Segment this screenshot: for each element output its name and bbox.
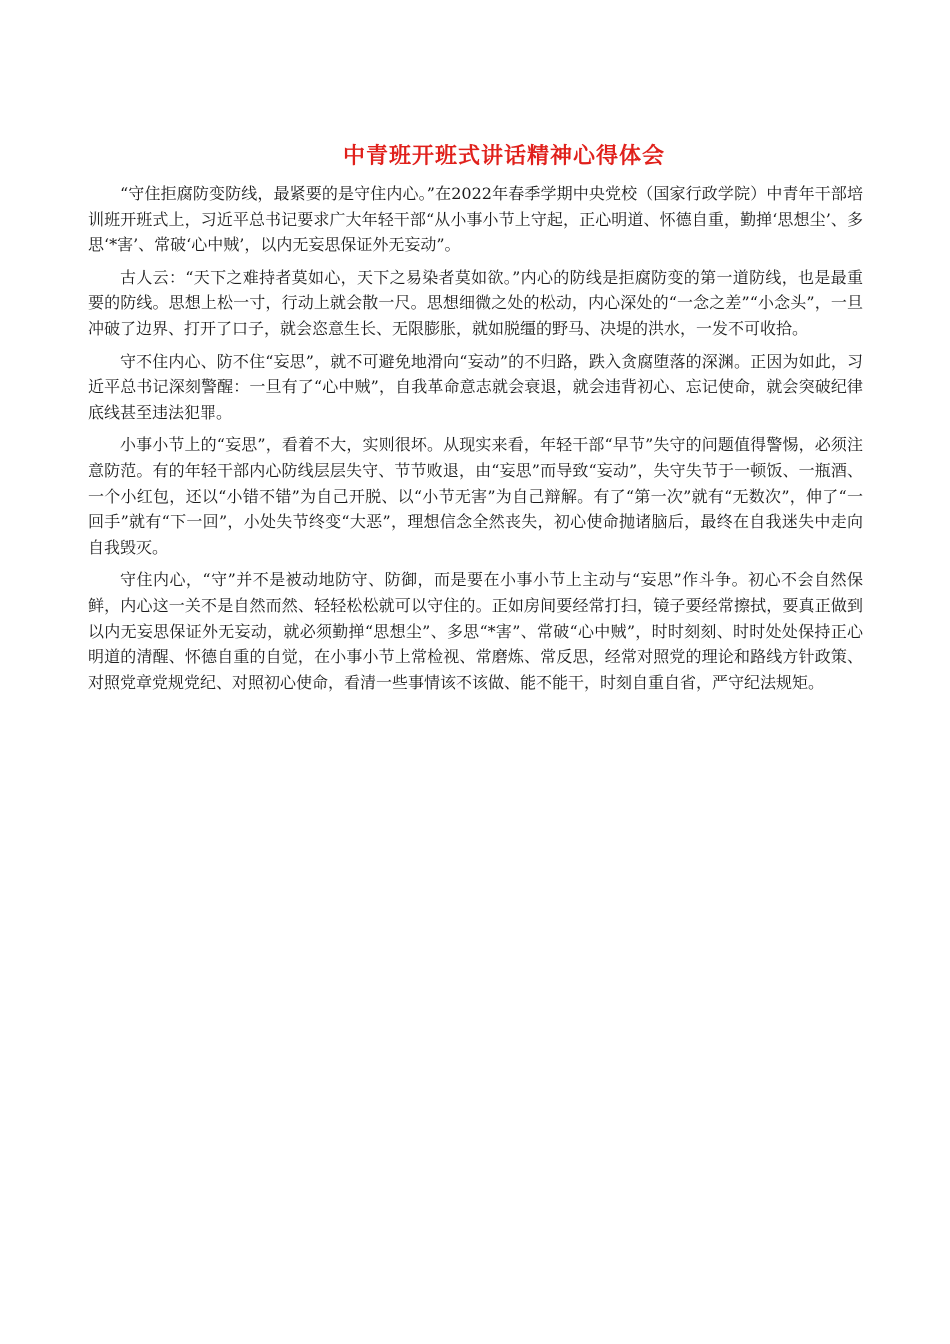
paragraph-3: 守不住内心、防不住“妄思”，就不可避免地滑向“妄动”的不归路，跌入贪腐堕落的深渊。正因为如此，习近平总书记深刻警醒：一旦有了“心中贼”，自我革命意志就会衰退，就会违背初心、忘记使命，就会突破纪律底线甚至违法犯罪。 <box>88 351 863 422</box>
document-body <box>88 181 863 702</box>
paragraph-1: “守住拒腐防变防线，最紧要的是守住内心。”在2022年春季学期中央党校（国家行政学院）中青年干部培训班开班式上，习近平总书记要求广大年轻干部“从小事小节上守起，正心明道、怀德自重，勤掸‘思想尘’、多思‘*害’、常破‘心中贼’，以内无妄思保证外无妄动”。 <box>88 184 863 255</box>
paragraph-5: 守住内心，“守”并不是被动地防守、防御，而是要在小事小节上主动与“妄思”作斗争。初心不会自然保鲜，内心这一关不是自然而然、轻轻松松就可以守住的。正如房间要经常打扫，镜子要经常擦拭，要真正做到以内无妄思保证外无妄动，就必须勤掸“思想尘”、多思“*害”、常破“心中贼”，时时刻刻、时时处处保持正心明道的清醒、怀德自重的自觉，在小事小节上常检视、常磨炼、常反思，经常对照党的理论和路线方针政策、对照党章党规党纪、对照初心使命，看清一些事情该不该做、能不能干，时刻自重自省，严守纪法规矩。 <box>88 570 863 692</box>
document-title: 中青班开班式讲话精神心得体会 <box>342 144 665 169</box>
paragraph-4: 小事小节上的“妄思”，看着不大，实则很坏。从现实来看，年轻干部“早节”失守的问题值得警惕，必须注意防范。有的年轻干部内心防线层层失守、节节败退，由“妄思”而导致“妄动”，失守失节于一顿饭、一瓶酒、一个小红包，还以“小错不错”为自己开脱、以“小节无害”为自己辩解。有了“第一次”就有“无数次”，伸了“一回手”就有“下一回”，小处失节终变“大恶”，理想信念全然丧失，初心使命抛诸脑后，最终在自我迷失中走向自我毁灭。 <box>88 435 863 557</box>
paragraph-2: 古人云：“天下之难持者莫如心，天下之易染者莫如欲。”内心的防线是拒腐防变的第一道防线，也是最重要的防线。思想上松一寸，行动上就会散一尺。思想细微之处的松动，内心深处的“一念之差”“小念头”，一旦冲破了边界、打开了口子，就会恣意生长、无限膨胀，就如脱缰的野马、决堤的洪水，一发不可收拾。 <box>88 267 863 338</box>
